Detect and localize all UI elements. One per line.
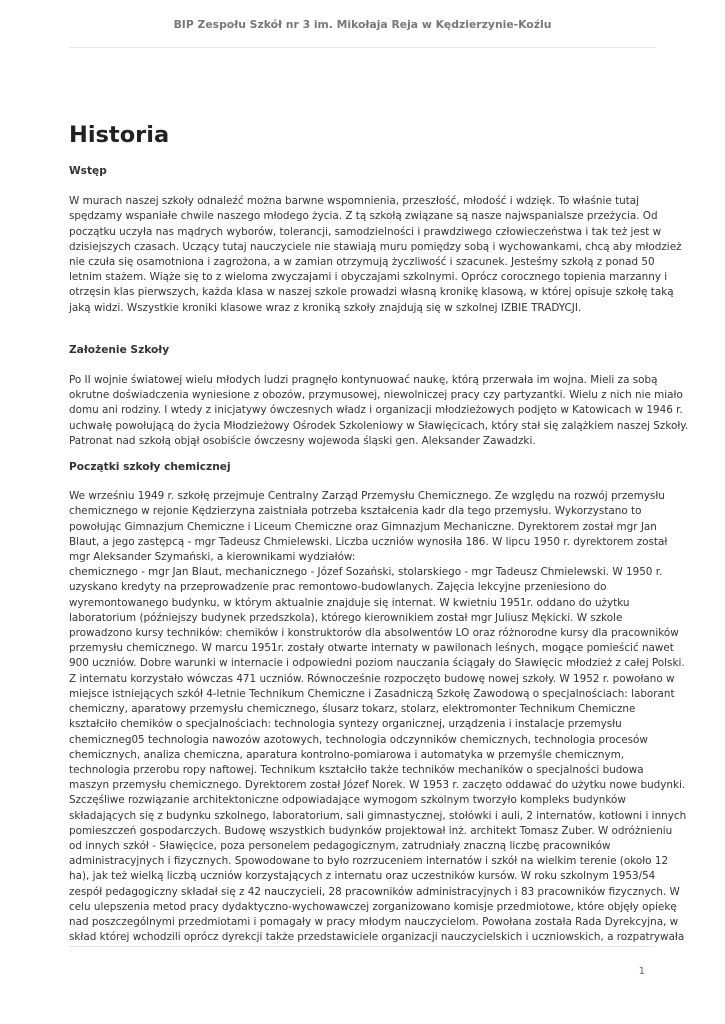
footer-divider bbox=[69, 946, 655, 947]
text-line: administracyjnych i fizycznych. Spowodowane to było rozrzuceniem internatów i szkół na wielkim terenie (około 12 bbox=[69, 855, 669, 868]
text-line: W murach naszej szkoły odnaleźć można barwne wspomnienia, przeszłość, młodość i wdzięk. To właśnie tutaj bbox=[69, 195, 640, 208]
text-line: jaką widzi. Wszystkie kroniki klasowe wraz z kroniką szkoły znajdują się w szkolnej IZBIE TRADYCJI. bbox=[69, 301, 582, 314]
text-line: zespół pedagogiczny składał się z 42 nauczycieli, 28 pracowników administracyjnych i 83 pracowników fizycznych. W bbox=[69, 885, 680, 898]
text-line: Blaut, a jego zastępcą - mgr Tadeusz Chmielewski. Liczba uczniów wynosiła 186. W lipcu 1950 r. dyrektorem został bbox=[69, 535, 668, 548]
text-line: laboratorium (późniejszy budynek przedszkola), którego kierownikiem został mgr Juliusz Mękicki. W szkole bbox=[69, 611, 623, 624]
text-line: nie czuła się osamotniona i zagrożona, a w zamian otrzymują życzliwość i szacunek. Jesteśmy szkołą z ponad 50 bbox=[69, 256, 655, 269]
text-line: pomieszczeń gospodarczych. Budowę wszystkich budynków projektował inż. architekt Tomasz Zuber. W odróżnieniu bbox=[69, 824, 673, 837]
text-line: Patronat nad szkołą objął osobiście ówczesny wojewoda śląski gen. Aleksander Zawadzki. bbox=[69, 434, 536, 447]
text-line: chemiczny, aparatowy przemysłu chemicznego, ślusarz tokarz, stolarz, elektromonter Technikum Chemiczne bbox=[69, 703, 636, 716]
text-line: Po II wojnie światowej wielu młodych ludzi pragnęło kontynuować naukę, którą przerwała im wojna. Mieli za sobą bbox=[69, 374, 658, 387]
text-line: 900 uczniów. Dobre warunki w internacie i odpowiedni poziom nauczania ściągały do Sławięcic młodzież z całej Polski. bbox=[69, 657, 685, 670]
text-line: nad poszczególnymi przedmiotami i pomagały w pracy młodym nauczycielom. Powołana została Rada Dyrekcyjna, w bbox=[69, 915, 679, 928]
text-line: kształciło chemików o specjalnościach: technologia syntezy organicznej, urządzenia i instalacje przemysłu bbox=[69, 718, 622, 731]
text-line: chemicznych, analiza chemiczna, aparatura kontrolno-pomiarowa i automatyka w przemyśle chemicznym, bbox=[69, 748, 625, 761]
text-line: technologia przerobu ropy naftowej. Technikum kształciło także techników mechaników o specjalności budowa bbox=[69, 763, 644, 776]
text-line: maszyn przemysłu chemicznego. Dyrektorem został Józef Norek. W 1953 r. zaczęto oddawać do użytku nowe budynki. bbox=[69, 779, 686, 792]
text-line: prowadzono kursy techników: chemików i konstruktorów dla absolwentów LO oraz różnorodne kursy dla pracowników bbox=[69, 627, 679, 640]
text-line: powołując Gimnazjum Chemiczne i Liceum Chemiczne oraz Gimnazjum Mechaniczne. Dyrektorem został mgr Jan bbox=[69, 520, 657, 533]
text-line: wyremontowanego budynku, w którym aktualnie znajduje się internat. W kwietniu 1951r. oddano do użytku bbox=[69, 596, 630, 609]
text-line: Szczęśliwe rozwiązanie architektoniczne odpowiadające wymogom szkolnym tworzyło kompleks budynków bbox=[69, 794, 626, 807]
section-heading-wstep: Wstęp bbox=[69, 165, 107, 177]
text-line: uzyskano kredyty na przeprowadzenie prac remontowo-budowlanych. Zajęcia lekcyjne przeniesiono do bbox=[69, 581, 607, 594]
text-line: celu ulepszenia metod pracy dydaktyczno-wychowawczej zorganizowano komisje przedmiotowe, które objęły opiekę bbox=[69, 900, 677, 913]
text-line: początku uczyła nas mądrych wyborów, tolerancji, samodzielności i prawdziwego człowieczeństwa i tak też jest w bbox=[69, 225, 662, 238]
header-divider bbox=[69, 47, 655, 48]
section-heading-poczatki-szkoly-chemicznej: Początki szkoły chemicznej bbox=[69, 461, 231, 474]
text-line: okrutne doświadczenia wyniesione z obozów, przymusowej, niewolniczej pracy czy partyzantki. Wielu z nich nie miało bbox=[69, 389, 683, 402]
section-text-poczatki-szkoly-chemicznej bbox=[69, 489, 687, 945]
text-line: We wrześniu 1949 r. szkołę przejmuje Centralny Zarząd Przemysłu Chemicznego. Ze względu na rozwój przemysłu bbox=[69, 490, 665, 503]
page-number: 1 bbox=[638, 966, 645, 977]
document-content bbox=[69, 118, 689, 945]
text-line: od innych szkół - Sławięcice, poza personelem pedagogicznym, zatrudniały znaczną liczbę pracowników bbox=[69, 839, 611, 852]
text-line: spędzamy wspaniałe chwile naszego młodego życia. Z tą szkołą związane są nasze najwspanialsze przeżycia. Od bbox=[69, 210, 658, 223]
text-line: miejsce istniejących szkół 4-letnie Technikum Chemiczne i Zasadniczą Szkołę Zawodową o specjalnościach: laborant bbox=[69, 687, 675, 700]
text-line: składających się z budynku szkolnego, laboratorium, sali gimnastycznej, stołówki i auli, 2 internatów, kotłowni i innych bbox=[69, 809, 687, 822]
text-line: przemysłu chemicznego. W marcu 1951r. zostały otwarte internaty w pawilonach leśnych, mogące pomieścić nawet bbox=[69, 642, 674, 655]
text-line: chemicznego - mgr Jan Blaut, mechanicznego - Józef Sozański, stolarskiego - mgr Tadeusz Chmielewski. W 1950 r. bbox=[69, 566, 663, 579]
text-line: dzisiejszych czasach. Uczący tutaj nauczyciele nie stawiają muru pomiędzy sobą i wychowankami, chcą aby młodzież bbox=[69, 240, 682, 253]
page-title: Historia bbox=[69, 122, 170, 148]
text-line: domu ani rodziny. I wtedy z inicjatywy ówczesnych władz i organizacji młodzieżowych podjęto w Katowicach w 1946 r. bbox=[69, 404, 683, 417]
text-line: chemicznego w rejonie Kędzierzyna zaistniała potrzeba kształcenia kadr dla tego przemysłu. Wykorzystano to bbox=[69, 505, 642, 518]
section-text-zalozenie-szkoly bbox=[69, 373, 689, 449]
section-heading-zalozenie-szkoly: Założenie Szkoły bbox=[69, 343, 170, 356]
document-header: BIP Zespołu Szkół nr 3 im. Mikołaja Reja w Kędzierzynie-Koźlu bbox=[173, 18, 552, 31]
text-line: chemiczneg05 technologia nawozów azotowych, technologia odczynników chemicznych, technologia procesów bbox=[69, 733, 648, 746]
text-line: ha), jak też wielką liczbą uczniów korzystających z internatu oraz uczestników kursów. W roku szkolnym 1953/54 bbox=[69, 870, 656, 883]
text-line: skład której wchodzili oprócz dyrekcji także przedstawiciele organizacji nauczycielskich i uczniowskich, a rozpatrywała bbox=[69, 931, 685, 944]
text-line: letnim stażem. Wiąże się to z wieloma zwyczajami i obyczajami szkolnymi. Oprócz corocznego topienia marzanny i bbox=[69, 271, 668, 284]
text-line: mgr Aleksander Szymański, a kierownikami wydziałów: bbox=[69, 551, 356, 564]
section-text-wstep bbox=[69, 194, 682, 316]
text-line: Z internatu korzystało wówczas 471 uczniów. Równocześnie rozpoczęto budowę nowej szkoły. W 1952 r. powołano w bbox=[69, 672, 675, 685]
text-line: otrzęsin klas pierwszych, każda klasa w naszej szkole prowadzi własną kronikę klasową, w której opisuje szkołę taką bbox=[69, 286, 674, 299]
text-line: uchwałę powołującą do życia Młodzieżowy Ośrodek Szkoleniowy w Sławięcicach, który stał się zalążkiem naszej Szkoły. bbox=[69, 419, 689, 432]
